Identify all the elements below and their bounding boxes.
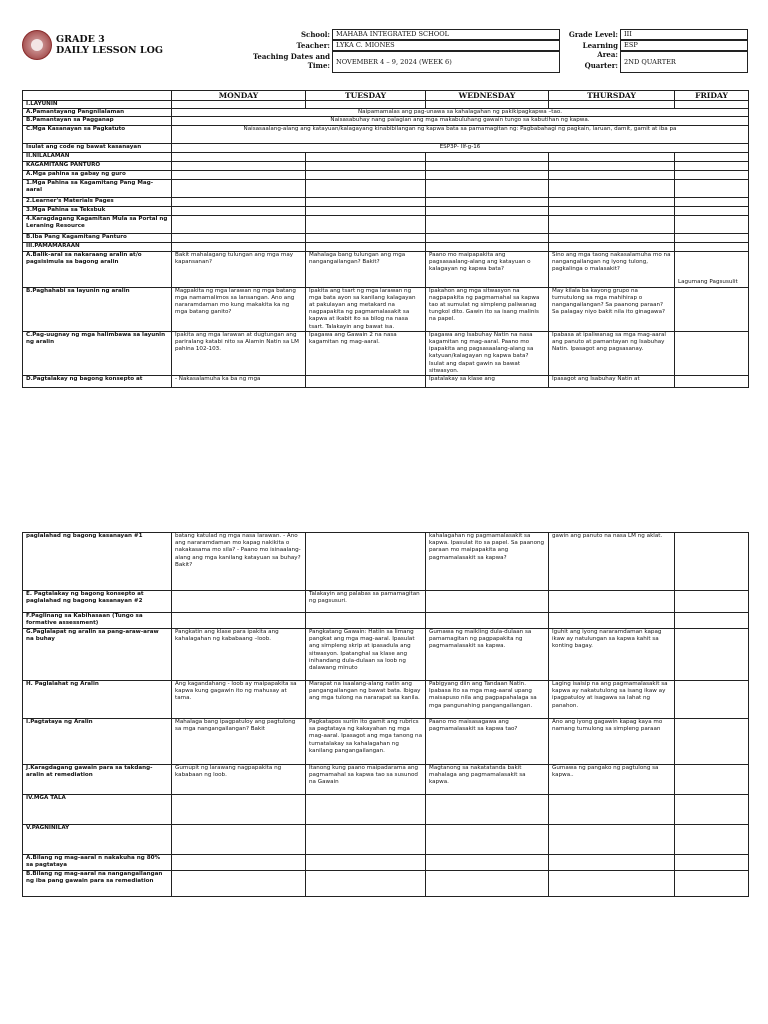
cell-friday — [675, 681, 749, 719]
table-row — [23, 143, 749, 152]
cell-wednesday — [426, 855, 549, 871]
cell-tuesday — [306, 101, 426, 109]
cell-thursday — [549, 871, 675, 897]
row-label: G.Paglalapat ng aralin sa pang-araw-araw na buhay — [23, 629, 172, 681]
cell-wednesday — [426, 101, 549, 109]
merged-cell: ESP3P- IIf-g-16 — [172, 143, 749, 152]
cell-monday: Mahalaga bang ipagpatuloy ang pagtulong sa mga nangangailangan? Bakit — [172, 719, 306, 765]
row-label: KAGAMITANG PANTURO — [23, 161, 172, 170]
table-row — [23, 591, 749, 613]
cell-thursday — [549, 215, 675, 233]
cell-monday — [172, 215, 306, 233]
row-label: 1.Mga Pahina sa Kagamitang Pang Mag-aaral — [23, 179, 172, 197]
cell-monday — [172, 152, 306, 161]
cell-thursday — [549, 825, 675, 855]
cell-thursday: Iguhit ang iyong nararamdaman kapag ikaw ay natulungan sa kapwa kahit sa konting bagay. — [549, 629, 675, 681]
cell-wednesday — [426, 170, 549, 179]
cell-wednesday — [426, 871, 549, 897]
cell-monday — [172, 233, 306, 242]
cell-thursday — [549, 101, 675, 109]
row-label: J.Karagdagang gawain para sa takdang-aralin at remediation — [23, 765, 172, 795]
table-row — [23, 287, 749, 331]
dates-label — [232, 52, 330, 70]
cell-monday: Gumupit ng larawang nagpapakita ng kababaan ng loob. — [172, 765, 306, 795]
cell-wednesday — [426, 613, 549, 629]
cell-friday — [675, 629, 749, 681]
table-row — [23, 855, 749, 871]
cell-wednesday: Pabigyang diin ang Tandaan Natin. Ipabasa ito sa mga mag-aaral upang maisapuso nila ang pagpapahalaga sa mga pangunahing pangangailangan. — [426, 681, 549, 719]
cell-friday — [675, 871, 749, 897]
row-label: 3.Mga Pahina sa Teksbuk — [23, 206, 172, 215]
row-label: Isulat ang code ng bawat kasanayan — [23, 143, 172, 152]
cell-wednesday: Ipagawa ang Isabuhay Natin na nasa kagamitan ng mag-aaral. Paano mo ipapakita ang pagsasaalang-alang sa katyuan/kalagayan ng kapwa bata? Isulat ang dapat gawin sa bawat sitwasyon. — [426, 331, 549, 375]
cell-thursday — [549, 161, 675, 170]
teacher-label: Teacher: — [296, 41, 330, 50]
cell-monday: Magpakita ng mga larawan ng mga batang mga namamalimos sa lansangan. Ano ang nararamdaman mo kung makakita ka ng mga batang ganito? — [172, 287, 306, 331]
cell-friday — [675, 287, 749, 331]
cell-wednesday: Paano mo maipapakita ang pagsasaalang-alang ang katayuan o kalagayan ng kapwa bata? — [426, 251, 549, 287]
row-label: IV.MGA TALA — [23, 795, 172, 825]
cell-monday: Ipakita ang mga larawan at dugtungan ang pariralang katabi nito sa Alamin Natin sa LM pahina 102-103. — [172, 331, 306, 375]
teacher-value: LYKA C. MIONES — [332, 40, 560, 51]
learning-area-value: ESP — [620, 40, 748, 51]
cell-tuesday: Pangkatang Gawain: Hatiin sa limang pangkat ang mga mag-aaral. Ipasulat ang simpleng skrip at ipasadula ang sitwasyon. Ipatanghal sa klase ang inihandang dula-dulaan sa loob ng dalawang minuto — [306, 629, 426, 681]
deped-seal-icon — [22, 30, 52, 60]
cell-friday — [675, 152, 749, 161]
cell-wednesday — [426, 215, 549, 233]
dates-value: NOVEMBER 4 – 9, 2024 (WEEK 6) — [332, 51, 560, 73]
cell-friday — [675, 825, 749, 855]
cell-friday — [675, 591, 749, 613]
school-value: MAHABA INTEGRATED SCHOOL — [332, 29, 560, 40]
cell-thursday: Gumawa ng pangako ng pagtulong sa kapwa.. — [549, 765, 675, 795]
cell-wednesday — [426, 197, 549, 206]
row-label: V.PAGNINILAY — [23, 825, 172, 855]
lesson-log-header — [22, 28, 748, 76]
cell-friday — [675, 170, 749, 179]
cell-friday — [675, 613, 749, 629]
cell-tuesday — [306, 855, 426, 871]
cell-friday — [675, 765, 749, 795]
cell-wednesday — [426, 206, 549, 215]
row-label: paglalahad ng bagong kasanayan #1 — [23, 533, 172, 591]
cell-wednesday — [426, 179, 549, 197]
table-row — [23, 206, 749, 215]
dates-label-line2: Time: — [307, 61, 330, 70]
row-label: B.Iba Pang Kagamitang Panturo — [23, 233, 172, 242]
cell-thursday — [549, 242, 675, 251]
cell-thursday — [549, 170, 675, 179]
merged-cell: Naisasabuhay nang palagian ang mga makabuluhang gawain tungo sa kabutihan ng kapwa. — [172, 117, 749, 125]
table-row — [23, 197, 749, 206]
cell-friday — [675, 161, 749, 170]
cell-thursday — [549, 613, 675, 629]
table-row — [23, 376, 749, 388]
corner-cell — [23, 91, 172, 101]
cell-monday — [172, 613, 306, 629]
cell-friday — [675, 101, 749, 109]
row-label: III.PAMAMARAAN — [23, 242, 172, 251]
table-row — [23, 719, 749, 765]
table-row — [23, 242, 749, 251]
row-label: A.Pamantayang Pangnilalaman — [23, 109, 172, 117]
cell-thursday — [549, 795, 675, 825]
cell-monday — [172, 242, 306, 251]
cell-friday — [675, 331, 749, 375]
row-label: I.LAYUNIN — [23, 101, 172, 109]
day-wednesday: WEDNESDAY — [426, 91, 549, 101]
table-row — [23, 251, 749, 287]
grade-level-label: Grade Level: — [568, 30, 618, 39]
cell-tuesday — [306, 613, 426, 629]
table-row — [23, 825, 749, 855]
table-row — [23, 117, 749, 125]
school-label: School: — [301, 30, 330, 39]
table-row — [23, 215, 749, 233]
cell-monday — [172, 101, 306, 109]
cell-tuesday — [306, 179, 426, 197]
lesson-table-page1 — [22, 90, 749, 388]
table-row — [23, 629, 749, 681]
cell-monday: Bakit mahalagang tulungan ang mga may kapansanan? — [172, 251, 306, 287]
cell-tuesday: Itanong kung paano maipadarama ang pagmamahal sa kapwa tao sa susunod na Gawain — [306, 765, 426, 795]
cell-tuesday: Ipakita ang tsart ng mga larawan ng mga bata ayon sa kanilang kalagayan at pakulayan ang metakard na nagpapakita ng pagmamalasakit sa kapwa at ikabit ito sa bilog na nasa tsart. Talakayin ang bawat isa. — [306, 287, 426, 331]
cell-tuesday: Talakayin ang palabas sa pamamagitan ng pagsusuri. — [306, 591, 426, 613]
cell-tuesday — [306, 170, 426, 179]
cell-thursday — [549, 206, 675, 215]
cell-wednesday — [426, 591, 549, 613]
cell-monday — [172, 161, 306, 170]
cell-tuesday — [306, 215, 426, 233]
document-title — [56, 34, 163, 56]
table-row — [23, 795, 749, 825]
cell-friday — [675, 206, 749, 215]
row-label: C.Pag-uugnay ng mga halimbawa sa layunin ng aralin — [23, 331, 172, 375]
cell-monday — [172, 855, 306, 871]
cell-friday — [675, 233, 749, 242]
row-label: I.Pagtataya ng Aralin — [23, 719, 172, 765]
row-label: B.Bilang ng mag-aaral na nangangailangan ng iba pang gawain para sa remediation — [23, 871, 172, 897]
cell-monday — [172, 179, 306, 197]
learning-area-label: Learning Area: — [582, 41, 618, 59]
cell-thursday: gawin ang panuto na nasa LM ng aklat. — [549, 533, 675, 591]
cell-friday — [675, 795, 749, 825]
cell-monday: Pangkatin ang klase para ipakita ang kahalagahan ng kababaang –loob. — [172, 629, 306, 681]
cell-monday — [172, 825, 306, 855]
row-label: E. Pagtalakay ng bagong konsepto at paglalahad ng bagong kasanayan #2 — [23, 591, 172, 613]
day-monday: MONDAY — [172, 91, 306, 101]
cell-monday — [172, 871, 306, 897]
cell-wednesday: Ipakahon ang mga sitwasyon na nagpapakita ng pagmamahal sa kapwa tao at sumulat ng simpleng paliwanag tungkol dito. Gawin ito sa isang malinis na papel. — [426, 287, 549, 331]
table-row — [23, 161, 749, 170]
cell-friday — [675, 242, 749, 251]
cell-wednesday: Gumawa ng maikling dula-dulaan sa pamamagitan ng pagpapakita ng pagmamalasakit sa kapwa. — [426, 629, 549, 681]
row-label: D.Pagtalakay ng bagong konsepto at — [23, 376, 172, 388]
cell-thursday: Ipabasa at ipaliwanag sa mga mag-aaral ang panuto at pamantayan ng Isabuhay Natin. Ipasagot ang pagsasanay. — [549, 331, 675, 375]
cell-thursday: Sino ang mga taong nakasalamuha mo na nangangailangan ng iyong tulong, pagkalinga o malasakit? — [549, 251, 675, 287]
table-row — [23, 125, 749, 143]
merged-cell: Naisasaalang-alang ang katayuan/kalagayang kinabibilangan ng kapwa bata sa pamamagitan ng: Pagbabahagi ng pagkain, laruan, damit, gamit at iba pa — [172, 125, 749, 143]
day-thursday: THURSDAY — [549, 91, 675, 101]
cell-wednesday — [426, 152, 549, 161]
table-row — [23, 765, 749, 795]
cell-thursday: Laging isaisip na ang pagmamalasakit sa kapwa ay nakatutulong sa isang ikaw ay ipagpatuloy at isagawa sa lahat ng panahon. — [549, 681, 675, 719]
cell-friday — [675, 197, 749, 206]
table-row — [23, 533, 749, 591]
row-label: A.Bilang ng mag-aaral n nakakuha ng 80% sa pagtataya — [23, 855, 172, 871]
cell-tuesday — [306, 152, 426, 161]
cell-thursday — [549, 591, 675, 613]
cell-tuesday — [306, 871, 426, 897]
cell-thursday — [549, 179, 675, 197]
cell-monday — [172, 170, 306, 179]
cell-thursday — [549, 233, 675, 242]
merged-cell: Naipamamalas ang pag-unawa sa kahalagahan ng pakikipagkapwa –tao. — [172, 109, 749, 117]
row-label: H. Paglalahat ng Aralin — [23, 681, 172, 719]
cell-thursday — [549, 855, 675, 871]
grade-level-value: III — [620, 29, 748, 40]
table-row — [23, 331, 749, 375]
cell-tuesday: Mahalaga bang tulungan ang mga nangangailangan? Bakit? — [306, 251, 426, 287]
cell-friday — [675, 376, 749, 388]
cell-friday — [675, 179, 749, 197]
cell-thursday — [549, 197, 675, 206]
cell-monday: batang katulad ng mga nasa larawan. - Ano ang nararamdaman mo kapag nakikita o nakakasama mo sila? - Paano mo isinaalang-alang ang mga kanilang katayuan sa buhay? Bakit? — [172, 533, 306, 591]
table-row — [23, 170, 749, 179]
cell-tuesday — [306, 376, 426, 388]
table-row — [23, 101, 749, 109]
cell-thursday — [549, 152, 675, 161]
table-row — [23, 109, 749, 117]
table-row — [23, 179, 749, 197]
quarter-value: 2ND QUARTER — [620, 51, 748, 73]
cell-friday — [675, 533, 749, 591]
row-label: C.Mga Kasanayan sa Pagkatuto — [23, 125, 172, 143]
cell-tuesday — [306, 233, 426, 242]
cell-thursday: Ipasagot ang Isabuhay Natin at — [549, 376, 675, 388]
cell-monday: - Nakasalamuha ka ba ng mga — [172, 376, 306, 388]
row-label: II.NILALAMAN — [23, 152, 172, 161]
cell-wednesday: kahalagahan ng pagmamalasakit sa kapwa. Ipasulat ito sa papel. Sa paanong paraan mo maipapakita ang pagmamalasakit sa kapwa? — [426, 533, 549, 591]
row-label: A.Mga pahina sa gabay ng guro — [23, 170, 172, 179]
day-tuesday: TUESDAY — [306, 91, 426, 101]
cell-thursday: Ano ang iyong gagawin kapag kaya mo namang tumulong sa simpleng paraan — [549, 719, 675, 765]
cell-friday: Lagumang Pagsusulit — [675, 251, 749, 287]
cell-monday — [172, 795, 306, 825]
cell-monday — [172, 591, 306, 613]
cell-monday — [172, 206, 306, 215]
cell-tuesday: Ipagawa ang Gawain 2 na nasa kagamitan ng mag-aaral. — [306, 331, 426, 375]
cell-friday — [675, 719, 749, 765]
table-row — [23, 871, 749, 897]
cell-tuesday — [306, 533, 426, 591]
cell-tuesday — [306, 161, 426, 170]
cell-wednesday — [426, 242, 549, 251]
table-row — [23, 152, 749, 161]
title-log: DAILY LESSON LOG — [56, 45, 163, 56]
cell-tuesday: Pagkatapos suriin ito gamit ang rubrics sa pagtataya ng kakayahan ng mga mag-aaral. Ipasagot ang mga tanong na tumatalakay sa kahalagahan ng kanilang pangangailangan. — [306, 719, 426, 765]
row-label: A.Balik-aral sa nakaraang aralin at/o pagsisimula sa bagong aralin — [23, 251, 172, 287]
cell-tuesday — [306, 825, 426, 855]
cell-tuesday — [306, 242, 426, 251]
cell-tuesday — [306, 197, 426, 206]
row-label: B.Pamantayan sa Pagganap — [23, 117, 172, 125]
table-row — [23, 681, 749, 719]
lesson-table-page2 — [22, 532, 749, 897]
cell-friday — [675, 215, 749, 233]
cell-thursday: May kilala ba kayong grupo na tumutulong sa mga mahihirap o nangangailangan? Sa paanong paraan? Sa palagay niyo bakit nila ito ginagawa? — [549, 287, 675, 331]
title-grade: GRADE 3 — [56, 34, 105, 45]
cell-wednesday — [426, 825, 549, 855]
cell-tuesday — [306, 206, 426, 215]
cell-monday — [172, 197, 306, 206]
row-label: 2.Learner's Materials Pages — [23, 197, 172, 206]
table-row — [23, 233, 749, 242]
dates-label-line1: Teaching Dates and — [252, 52, 330, 61]
row-label: 4.Karagdagang Kagamitan Mula sa Portal ng Leraning Resource — [23, 215, 172, 233]
cell-wednesday: Ipatalakay sa klase ang — [426, 376, 549, 388]
cell-friday — [675, 855, 749, 871]
cell-tuesday: Marapat na isaalang-alang natin ang pangangailangan ng bawat bata. Ibigay ang mga tulong na nararapat sa kanila. — [306, 681, 426, 719]
day-friday: FRIDAY — [675, 91, 749, 101]
cell-wednesday: Magtanong sa nakatatanda bakit mahalaga ang pagmamalasakit sa kapwa. — [426, 765, 549, 795]
table-row — [23, 613, 749, 629]
cell-tuesday — [306, 795, 426, 825]
cell-wednesday — [426, 161, 549, 170]
cell-wednesday: Paano mo maisasagawa ang pagmamalasakit sa kapwa tao? — [426, 719, 549, 765]
cell-wednesday — [426, 795, 549, 825]
day-header-row — [23, 91, 749, 101]
cell-monday: Ang kagandahang - loob ay maipapakita sa kapwa kung gagawin ito ng mahusay at tama. — [172, 681, 306, 719]
row-label: F.Paglinang sa Kabihasaan (Tungo sa formative assessment) — [23, 613, 172, 629]
quarter-label: Quarter: — [584, 61, 618, 70]
page-break — [0, 466, 768, 528]
cell-wednesday — [426, 233, 549, 242]
row-label: B.Paghahabi sa layunin ng aralin — [23, 287, 172, 331]
